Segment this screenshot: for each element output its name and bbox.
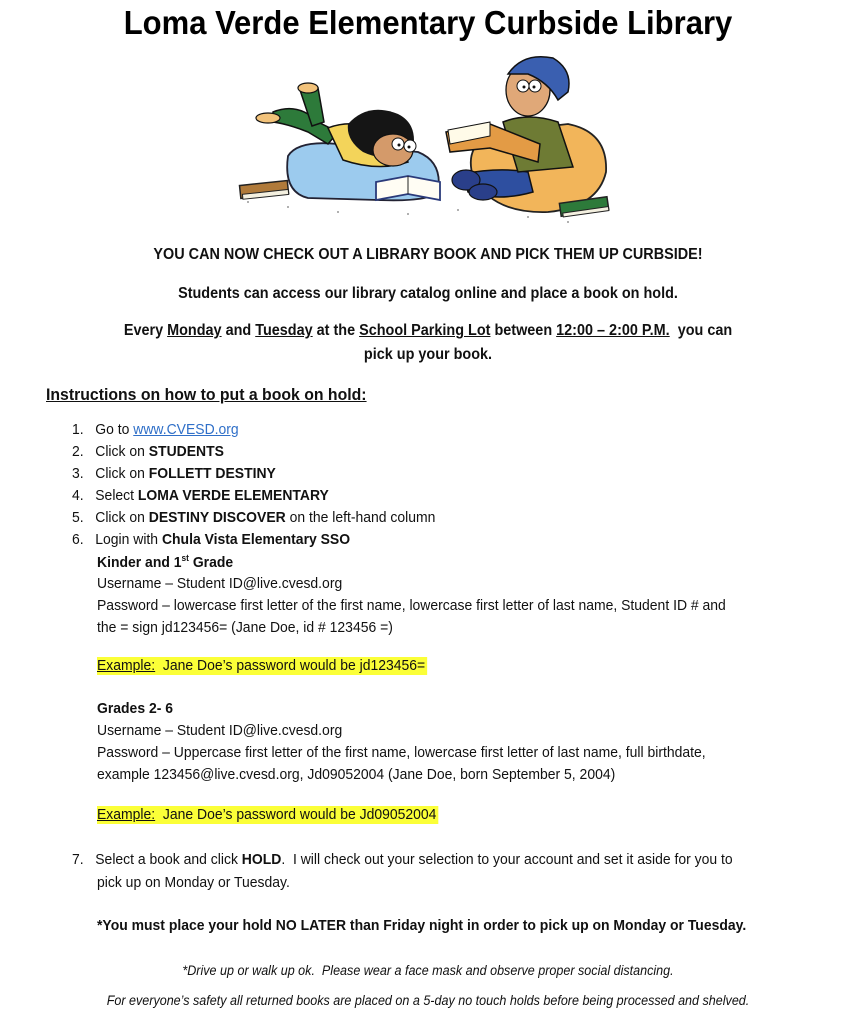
step-text: Click on (95, 465, 149, 482)
step-number: 5. (72, 509, 84, 526)
subline-text: Students can access our library catalog online and place a book on hold. (178, 285, 678, 302)
headline-text: YOU CAN NOW CHECK OUT A LIBRARY BOOK AND PICK THEM UP CURBSIDE! (153, 246, 703, 263)
grades-heading (97, 700, 179, 717)
book-left-icon (240, 181, 289, 200)
step-number: 6. (72, 531, 84, 548)
step-bold: HOLD (241, 851, 282, 868)
step-number: 1. (72, 421, 84, 438)
step-text-post: . I will check out your selection to your account and set it aside for you to (281, 851, 733, 868)
kinder-heading (97, 553, 243, 571)
hold-deadline-text: *You must place your hold NO LATER than Friday night in order to pick up on Monday or Tuesday. (97, 917, 747, 934)
step-text: Login with (95, 531, 162, 548)
step-text: Select (95, 487, 138, 504)
grades-example-label: Example: (97, 806, 156, 823)
announcement-headline (0, 246, 856, 264)
schedule-line1 (30, 322, 826, 340)
schedule-between: between (490, 322, 557, 339)
step-bold: STUDENTS (148, 443, 224, 460)
step-text: Click on (95, 509, 149, 526)
kinder-example-label: Example: (97, 657, 156, 674)
schedule-at-the: at the (312, 322, 360, 339)
page-title: Loma Verde Elementary Curbside Library (123, 4, 733, 41)
cvesd-link[interactable]: www.CVESD.org (133, 421, 239, 438)
schedule-time: 12:00 – 2:00 P.M. (556, 322, 670, 339)
grades-password-text2: example 123456@live.cvesd.org, Jd09052004 (Jane Doe, born September 5, 2004) (97, 766, 616, 783)
illustration-svg (228, 52, 620, 228)
children-reading-illustration (228, 52, 620, 228)
kinder-heading-pre: Kinder and 1 (97, 554, 182, 571)
kinder-username (97, 575, 361, 592)
kinder-username-text: Username – Student ID@live.cvesd.org (97, 575, 343, 592)
kinder-example (97, 657, 452, 674)
step-6 (72, 531, 371, 548)
footer-note-2 (0, 993, 856, 1008)
step-number: 2. (72, 443, 84, 460)
step-number: 3. (72, 465, 84, 482)
step-7 (72, 851, 782, 868)
announcement-subline (0, 285, 856, 303)
schedule-every: Every (123, 322, 168, 339)
schedule-line2: pick up your book. (363, 346, 493, 363)
step-4 (72, 487, 348, 504)
grades-password-line1 (97, 744, 751, 761)
step-bold: LOMA VERDE ELEMENTARY (137, 487, 329, 504)
grades-username (97, 722, 361, 739)
step-text: Click on (95, 443, 149, 460)
grades-password-text1: Password – Uppercase first letter of the first name, lowercase first letter of last name, full birthdate, (97, 744, 706, 761)
pickup-schedule (0, 322, 856, 340)
step-bold: DESTINY DISCOVER (148, 509, 286, 526)
step-number: 4. (72, 487, 84, 504)
step-bold: Chula Vista Elementary SSO (161, 531, 351, 548)
step-7-line2 (97, 874, 304, 891)
kinder-heading-post: Grade (188, 554, 234, 571)
step-text: Select a book and click (95, 851, 242, 868)
schedule-location: School Parking Lot (359, 322, 491, 339)
step-text-post: on the left-hand column (285, 509, 436, 526)
kinder-password-line2 (97, 619, 415, 636)
instructions-heading (46, 385, 391, 405)
grades-password-line2 (97, 766, 654, 783)
footer-note-1 (0, 963, 856, 978)
step-text: Go to (95, 421, 134, 438)
footer-note-2-text: For everyone’s safety all returned books are placed on a 5-day no touch holds before being processed and shelved. (106, 993, 750, 1008)
step-3 (72, 465, 291, 482)
kinder-heading-sup: st (181, 553, 189, 563)
step-2 (72, 443, 235, 460)
kinder-password-text2: the = sign jd123456= (Jane Doe, id # 123456 =) (97, 619, 393, 636)
footer-note-1-text: *Drive up or walk up ok. Please wear a face mask and observe proper social distancing. (182, 963, 674, 978)
schedule-and: and (221, 322, 256, 339)
hold-deadline (97, 917, 795, 934)
grades-example-text: Jane Doe’s password would be Jd09052004 (155, 806, 437, 823)
schedule-tail: you can (669, 322, 733, 339)
step-bold: FOLLETT DESTINY (148, 465, 276, 482)
schedule-day-tuesday: Tuesday (255, 322, 313, 339)
pickup-schedule-line2 (0, 346, 856, 364)
grades-example (97, 806, 464, 823)
kinder-password-line1 (97, 597, 773, 614)
grades-username-text: Username – Student ID@live.cvesd.org (97, 722, 343, 739)
step-number: 7. (72, 851, 84, 868)
instructions-heading-text: Instructions on how to put a book on hold: (46, 385, 367, 404)
schedule-day-monday: Monday (167, 322, 222, 339)
step-1 (72, 421, 251, 438)
kinder-example-text: Jane Doe’s password would be jd123456= (155, 657, 426, 674)
kinder-password-text1: Password – lowercase first letter of the first name, lowercase first letter of last name, Student ID # and (97, 597, 726, 614)
grades-heading-text: Grades 2- 6 (97, 700, 173, 717)
step-7-line2-text: pick up on Monday or Tuesday. (97, 874, 290, 891)
step-5 (72, 509, 463, 526)
